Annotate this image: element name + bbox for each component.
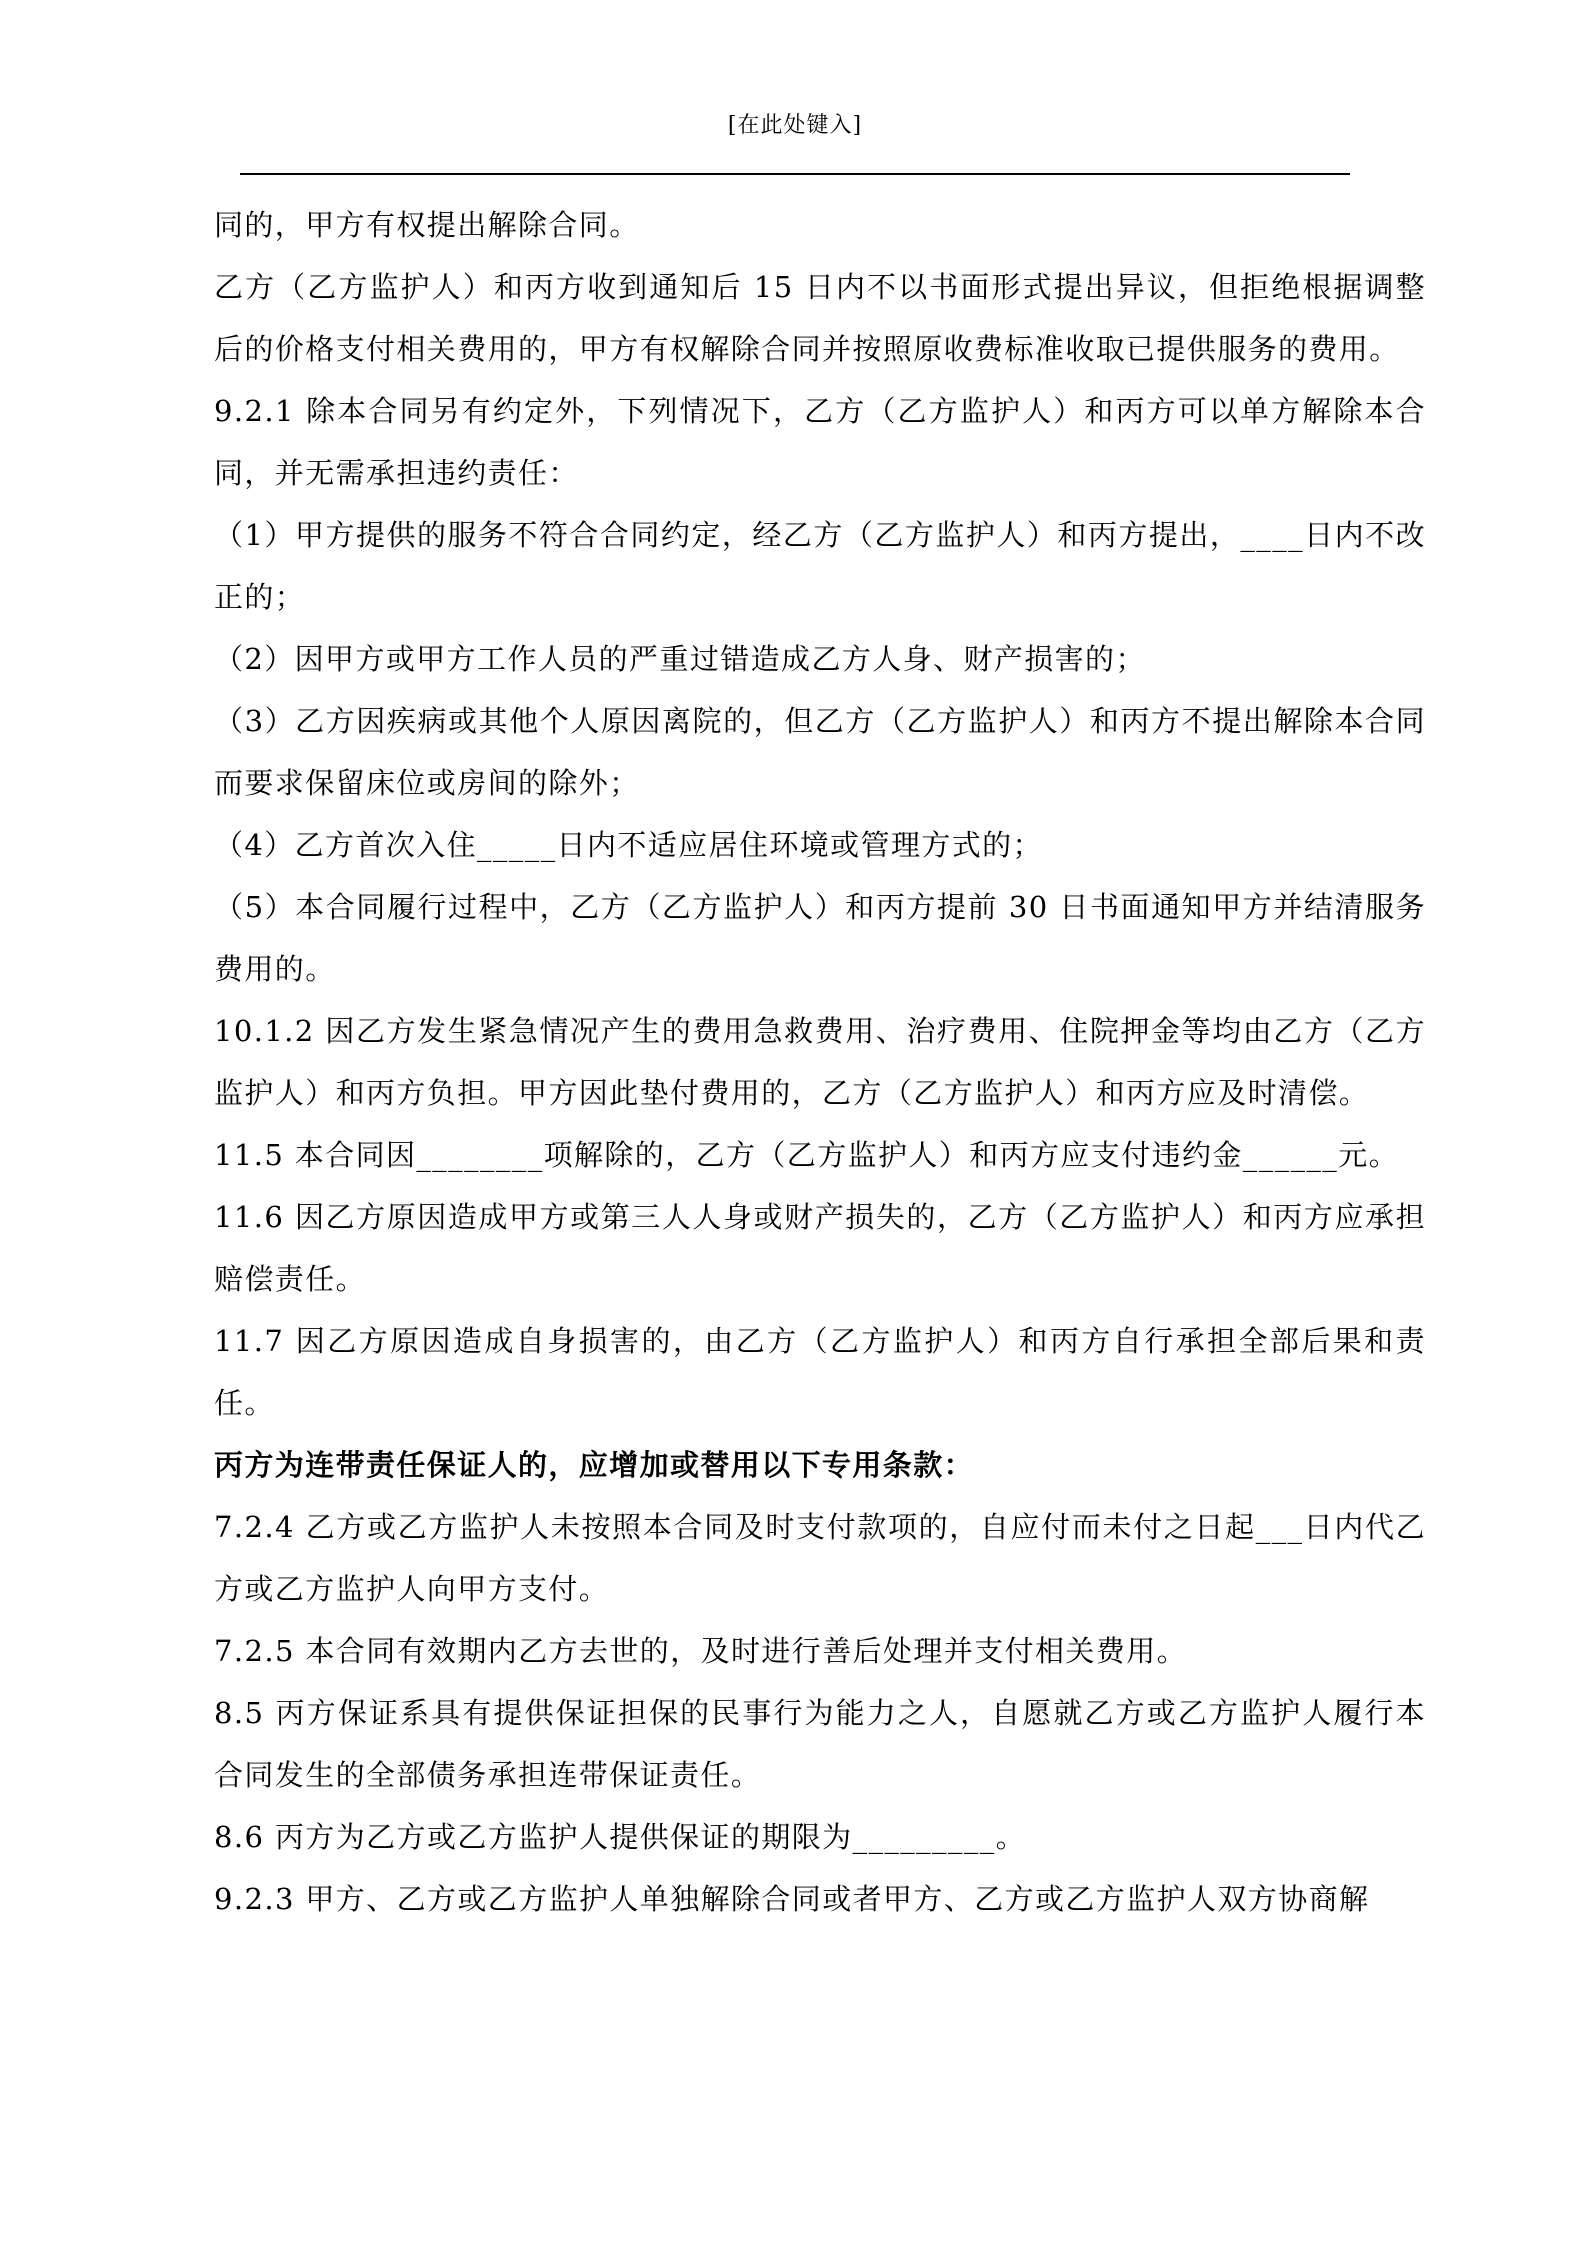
paragraph: （5）本合同履行过程中，乙方（乙方监护人）和丙方提前 30 日书面通知甲方并结清服务费用的。 xyxy=(214,890,1426,986)
paragraph: 11.5 本合同因________项解除的，乙方（乙方监护人）和丙方应支付违约金______元。 xyxy=(214,1138,1399,1172)
paragraph: 8.6 丙方为乙方或乙方监护人提供保证的期限为_________。 xyxy=(214,1820,1027,1854)
document-body xyxy=(214,194,1426,1930)
paragraph: （1）甲方提供的服务不符合合同约定，经乙方（乙方监护人）和丙方提出，____日内不改正的； xyxy=(214,518,1426,614)
paragraph: 9.2.3 甲方、乙方或乙方监护人单独解除合同或者甲方、乙方或乙方监护人双方协商解 xyxy=(214,1882,1370,1916)
paragraph: 9.2.1 除本合同另有约定外，下列情况下，乙方（乙方监护人）和丙方可以单方解除本合同，并无需承担违约责任： xyxy=(214,394,1426,490)
paragraph: 11.6 因乙方原因造成甲方或第三人人身或财产损失的，乙方（乙方监护人）和丙方应承担赔偿责任。 xyxy=(214,1200,1426,1296)
paragraph: 乙方（乙方监护人）和丙方收到通知后 15 日内不以书面形式提出异议，但拒绝根据调整后的价格支付相关费用的，甲方有权解除合同并按照原收费标准收取已提供服务的费用。 xyxy=(214,270,1426,366)
page-header: [在此处键入] xyxy=(727,113,863,138)
paragraph: （3）乙方因疾病或其他个人原因离院的，但乙方（乙方监护人）和丙方不提出解除本合同而要求保留床位或房间的除外； xyxy=(214,704,1426,800)
paragraph: 8.5 丙方保证系具有提供保证担保的民事行为能力之人，自愿就乙方或乙方监护人履行本合同发生的全部债务承担连带保证责任。 xyxy=(214,1696,1426,1792)
header-divider xyxy=(240,173,1350,175)
paragraph: 同的，甲方有权提出解除合同。 xyxy=(214,208,640,242)
paragraph: （4）乙方首次入住_____日内不适应居住环境或管理方式的； xyxy=(214,828,1043,862)
paragraph: 7.2.5 本合同有效期内乙方去世的，及时进行善后处理并支付相关费用。 xyxy=(214,1634,1188,1668)
section-heading: 丙方为连带责任保证人的，应增加或替用以下专用条款： xyxy=(214,1448,975,1482)
paragraph: 10.1.2 因乙方发生紧急情况产生的费用急救费用、治疗费用、住院押金等均由乙方（乙方监护人）和丙方负担。甲方因此垫付费用的，乙方（乙方监护人）和丙方应及时清偿。 xyxy=(214,1014,1426,1110)
paragraph: 11.7 因乙方原因造成自身损害的，由乙方（乙方监护人）和丙方自行承担全部后果和责任。 xyxy=(214,1324,1426,1420)
paragraph: （2）因甲方或甲方工作人员的严重过错造成乙方人身、财产损害的； xyxy=(214,642,1146,676)
paragraph: 7.2.4 乙方或乙方监护人未按照本合同及时支付款项的，自应付而未付之日起___日内代乙方或乙方监护人向甲方支付。 xyxy=(214,1510,1426,1606)
